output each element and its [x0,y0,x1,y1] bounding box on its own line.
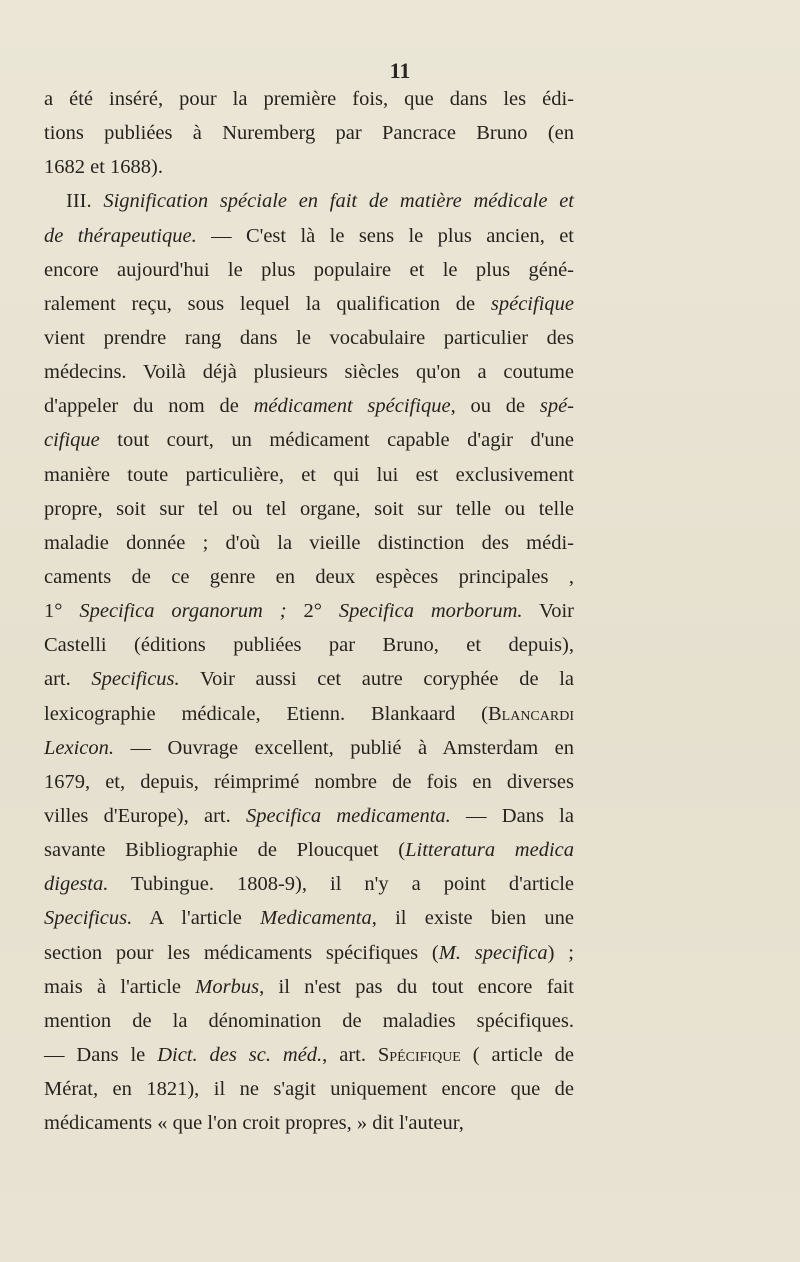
text-line: savante Bibliographie de Ploucquet (Litteratura medica [44,839,574,862]
text-line: lexicographie médicale, Etienn. Blankaard (Blancardi [44,702,574,725]
text-line: Mérat, en 1821), il ne s'agit uniquement encore que de [44,1078,574,1101]
text-line: villes d'Europe), art. Specifica medicamenta. — Dans la [44,804,574,827]
text-line: caments de ce genre en deux espèces principales , [44,565,574,588]
text-line: 1° Specifica organorum ; 2° Specifica morborum. Voir [44,600,574,623]
text-line: Specificus. A l'article Medicamenta, il existe bien une [44,907,574,930]
text-line: encore aujourd'hui le plus populaire et le plus géné- [44,258,574,281]
text-line: propre, soit sur tel ou tel organe, soit sur telle ou telle [44,497,574,520]
text-line: vient prendre rang dans le vocabulaire particulier des [44,326,574,349]
text-line: tions publiées à Nuremberg par Pancrace Bruno (en [44,122,574,145]
text-line: mais à l'article Morbus, il n'est pas du tout encore fait [44,975,575,998]
text-line: mention de la dénomination de maladies spécifiques. [44,1009,574,1032]
text-line: de thérapeutique. — C'est là le sens le plus ancien, et [44,224,574,247]
text-line: digesta. Tubingue. 1808-9), il n'y a point d'article [44,873,574,896]
text-line: médicaments « que l'on croit propres, » dit l'auteur, [44,1112,464,1135]
text-line: section pour les médicaments spécifiques (M. specifica) ; [44,941,574,964]
text-line: 1679, et, depuis, réimprimé nombre de fois en diverses [44,770,574,793]
text-line: Lexicon. — Ouvrage excellent, publié à Amsterdam en [44,736,574,759]
text-line: d'appeler du nom de médicament spécifique, ou de spé- [44,395,574,418]
text-line: manière toute particulière, et qui lui est exclusivement [44,463,574,486]
page-number: 11 [389,58,411,83]
text-line: — Dans le Dict. des sc. méd., art. Spécifique ( article de [44,1043,574,1066]
text-line: cifique tout court, un médicament capable d'agir d'une [44,429,574,452]
text-line: ralement reçu, sous lequel la qualification de spécifique [44,292,574,315]
text-line: art. Specificus. Voir aussi cet autre coryphée de la [44,668,575,691]
text-line: 1682 et 1688). [44,156,163,179]
body-text [44,82,574,1140]
text-line: maladie donnée ; d'où la vieille distinction des médi- [44,531,574,554]
text-line: Castelli (éditions publiées par Bruno, et depuis), [44,634,574,657]
text-line: III. Signification spéciale en fait de matière médicale et [66,190,574,213]
text-line: médecins. Voilà déjà plusieurs siècles qu'on a coutume [44,361,574,384]
text-line: a été inséré, pour la première fois, que dans les édi- [44,88,574,110]
